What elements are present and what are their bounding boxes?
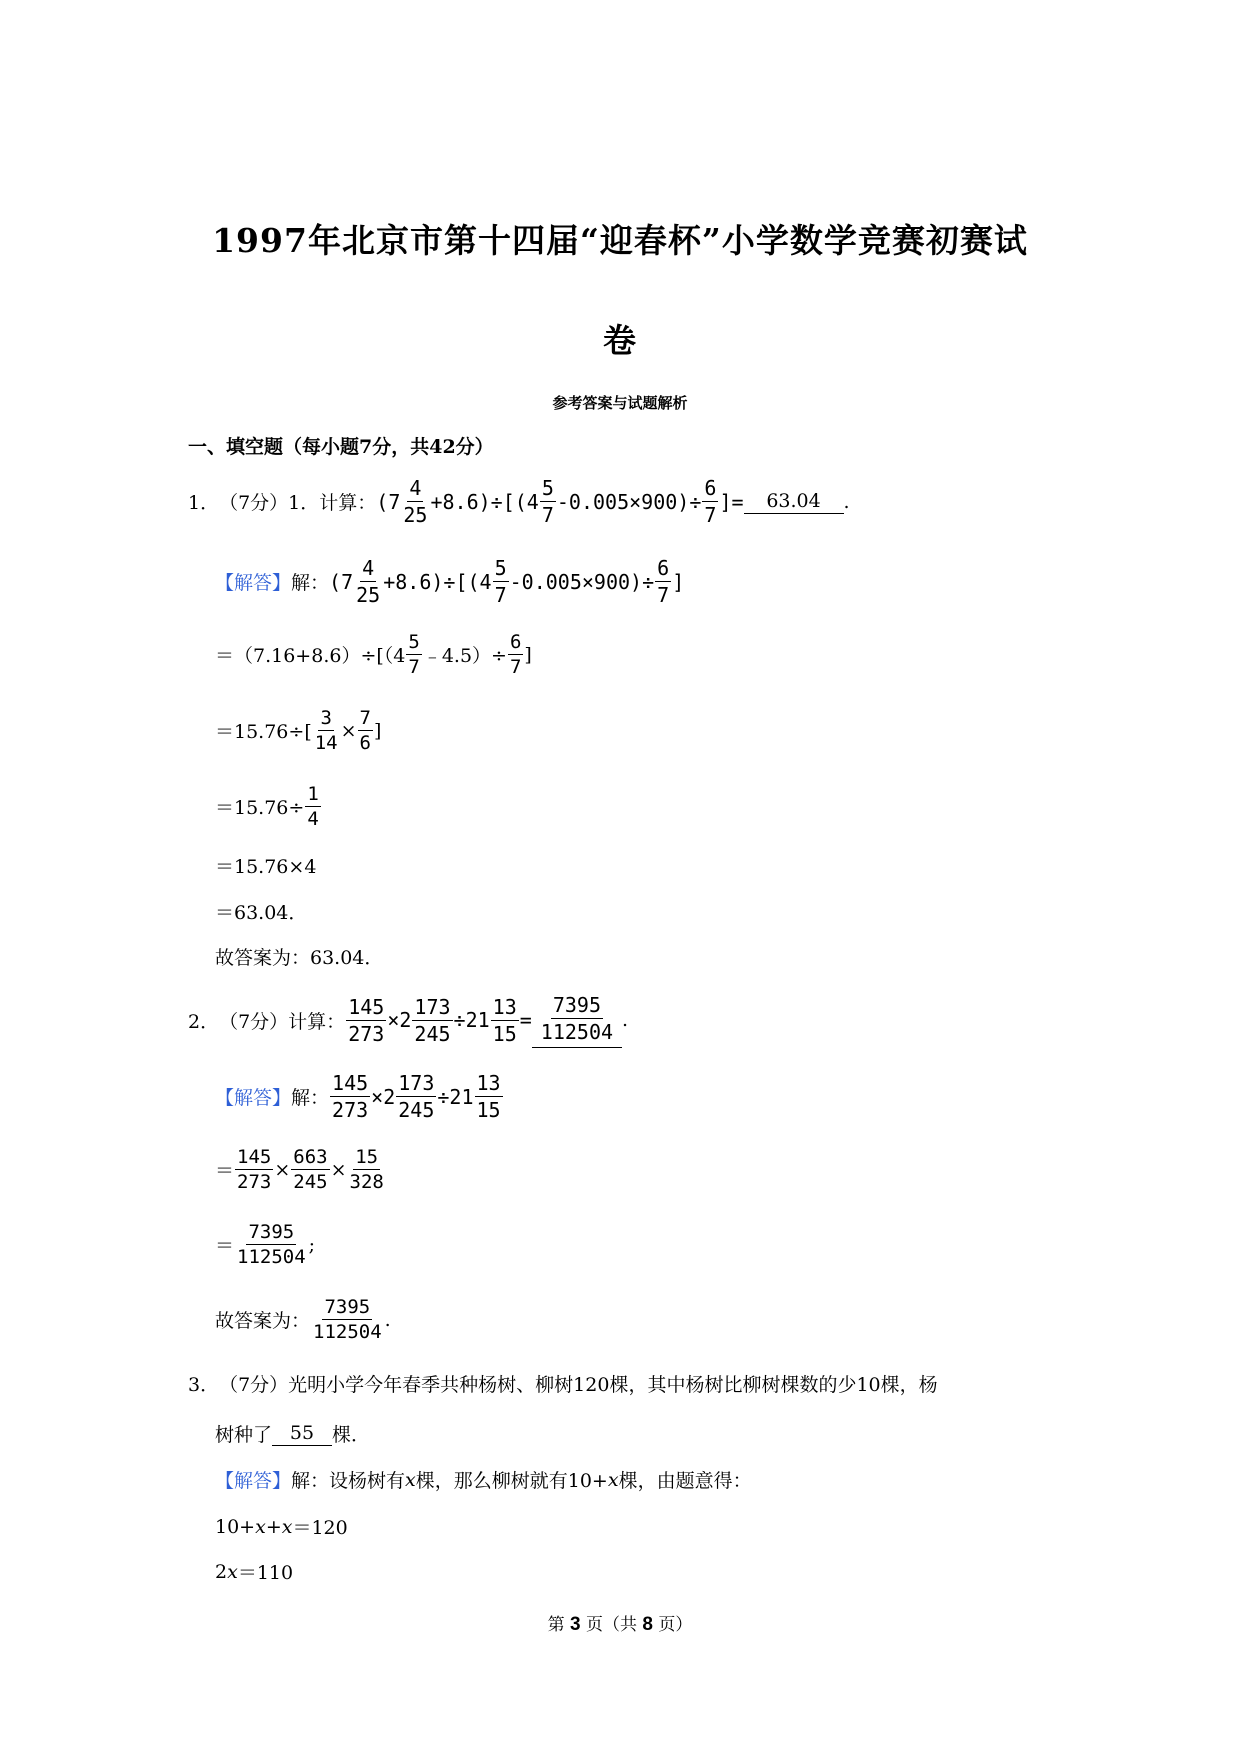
step-text: ＝（7.16+8.6）÷[（4 — [215, 645, 406, 667]
fraction: $\frac{7395}{112504}$ — [313, 1296, 382, 1343]
equation-text: + — [265, 1515, 282, 1538]
page-title-line2: 卷 — [603, 321, 637, 360]
total-pages: 8 — [642, 1614, 653, 1635]
fraction: $\frac{15}{328}$ — [349, 1146, 384, 1193]
solution-text: 解：设杨树有 — [291, 1470, 406, 1492]
variable: x — [227, 1560, 238, 1583]
variable: x — [405, 1468, 416, 1491]
variable: x — [281, 1515, 293, 1538]
question-prefix: （7分）1．计算： — [219, 492, 377, 514]
solution-1-step2: ＝15.76÷[ $\frac{3}{14}$ × $\frac{7}{6}$ ] — [215, 707, 382, 754]
section-heading: 一、填空题（每小题7分，共42分） — [188, 436, 494, 458]
step-text: ﹣4.5）÷ — [422, 645, 507, 667]
equation-text: 10+ — [215, 1515, 256, 1538]
step-text: ＝15.76÷[ — [215, 721, 312, 743]
solution-3-eq2 — [215, 1558, 293, 1585]
solution-text: 棵，那么柳树就有10+ — [415, 1470, 608, 1492]
solution-tag: 【解答】 — [215, 572, 292, 594]
fraction: $\frac{1}{4}$ — [307, 783, 319, 830]
question-text: （7分）光明小学今年春季共种杨树、柳树120棵，其中杨树比柳树棵数的少10棵，杨 — [219, 1374, 938, 1396]
solution-1-step1: ＝（7.16+8.6）÷[（4 $\frac{5}{7}$ ﹣4.5）÷ $\frac{6}{7}$ ] — [215, 631, 532, 678]
answer-blank: 55 — [272, 1421, 332, 1446]
question-number: 1． — [188, 492, 220, 514]
solution-2-start — [215, 1070, 504, 1123]
variable: x — [255, 1515, 266, 1538]
solution-3-eq1 — [215, 1513, 348, 1540]
question-text: 棵． — [332, 1424, 371, 1446]
solution-1-start — [215, 555, 684, 608]
answer-fraction: $\frac{7395}{112504}$ — [540, 993, 614, 1044]
fraction: $\frac{145}{273}$ — [237, 1146, 272, 1193]
solution-2-step2: ＝ $\frac{7395}{112504}$ ; — [215, 1221, 316, 1268]
fraction: $\frac{5}{7}$ — [408, 631, 420, 678]
solution-3-start — [215, 1466, 752, 1493]
step-text: ＝15.76÷ — [215, 797, 305, 819]
variable: x — [607, 1468, 619, 1491]
solution-2-step1: ＝ $\frac{145}{273}$ × $\frac{663}{245}$ × $\frac{15}{328}$ — [215, 1146, 384, 1193]
solution-tag: 【解答】 — [215, 1087, 292, 1109]
page-subtitle: 参考答案与试题解析 — [552, 394, 688, 412]
fraction: $\frac{7}{6}$ — [359, 707, 371, 754]
equation-text: ＝120 — [292, 1517, 348, 1539]
equation-text: ＝110 — [237, 1562, 294, 1584]
expression: $\frac{145}{273}$ ×2 $\frac{173}{245}$ ÷21 $\frac{13}{15}$ — [332, 1071, 501, 1122]
fraction: $\frac{6}{7}$ — [509, 631, 522, 678]
solution-1-step4 — [215, 852, 316, 879]
footer-text: 页（共 — [586, 1615, 637, 1635]
question-prefix: （7分）计算： — [219, 1010, 346, 1033]
step-text: ＝15.76×4 — [215, 856, 317, 878]
solution-tag: 【解答】 — [215, 1470, 292, 1492]
solution-1-step5 — [215, 898, 307, 925]
solution-text: 棵，由题意得： — [618, 1470, 752, 1492]
conclusion-text: 故答案为：63.04． — [215, 947, 384, 969]
solution-1-step3 — [215, 782, 322, 831]
solution-label: 解： — [291, 572, 330, 594]
fraction: $\frac{7395}{112504}$ — [237, 1221, 306, 1268]
answer-blank: 63.04 — [744, 489, 844, 514]
solution-1-conclusion — [215, 943, 383, 970]
page-number: 3 — [570, 1614, 581, 1635]
answer-blank — [532, 992, 622, 1048]
question-3-line1 — [188, 1370, 938, 1397]
question-text: 树种了 — [215, 1424, 273, 1446]
question-3-line2 — [215, 1420, 370, 1447]
expression: (7 $\frac{4}{25}$ +8.6)÷[(4 $\frac{5}{7}$ -0.005×900)÷ $\frac{6}{7}$ ] — [329, 556, 685, 607]
fraction: $\frac{3}{14}$ — [314, 707, 338, 754]
page-title-line1: 1997年北京市第十四届“迎春杯”小学数学竞赛初赛试 — [212, 221, 1028, 260]
question-2: 2． （7分）计算： $\frac{145}{273}$ ×2 $\frac{173}{245}$ ÷21 $\frac{13}{15}$ = $\frac{7395}{112504}$ . — [188, 992, 628, 1048]
expression: (7 $\frac{4}{25}$ +8.6)÷[(4 $\frac{5}{7}$ -0.005×900)÷ $\frac{6}{7}$ ]= — [376, 476, 744, 527]
fraction: $\frac{663}{245}$ — [293, 1146, 328, 1193]
question-number: 3． — [188, 1374, 220, 1396]
expression: $\frac{145}{273}$ ×2 $\frac{173}{245}$ ÷21 $\frac{13}{15}$ = — [348, 994, 532, 1046]
question-number: 2． — [188, 1010, 220, 1033]
question-1: 1． （7分）1．计算： (7 $\frac{4}{25}$ +8.6)÷[(4 $\frac{5}{7}$ -0.005×900)÷ $\frac{6}{7}$ ]= 63.04 . — [188, 476, 850, 527]
footer-text: 页） — [658, 1615, 693, 1635]
conclusion-text: 故答案为： — [215, 1310, 311, 1332]
equation-text: 2 — [215, 1560, 228, 1583]
page-footer — [0, 1610, 1240, 1636]
footer-text: 第 — [547, 1615, 565, 1635]
solution-label: 解： — [291, 1087, 330, 1109]
step-text: ＝63.04． — [215, 902, 308, 924]
solution-2-conclusion: 故答案为： $\frac{7395}{112504}$ . — [215, 1296, 391, 1343]
